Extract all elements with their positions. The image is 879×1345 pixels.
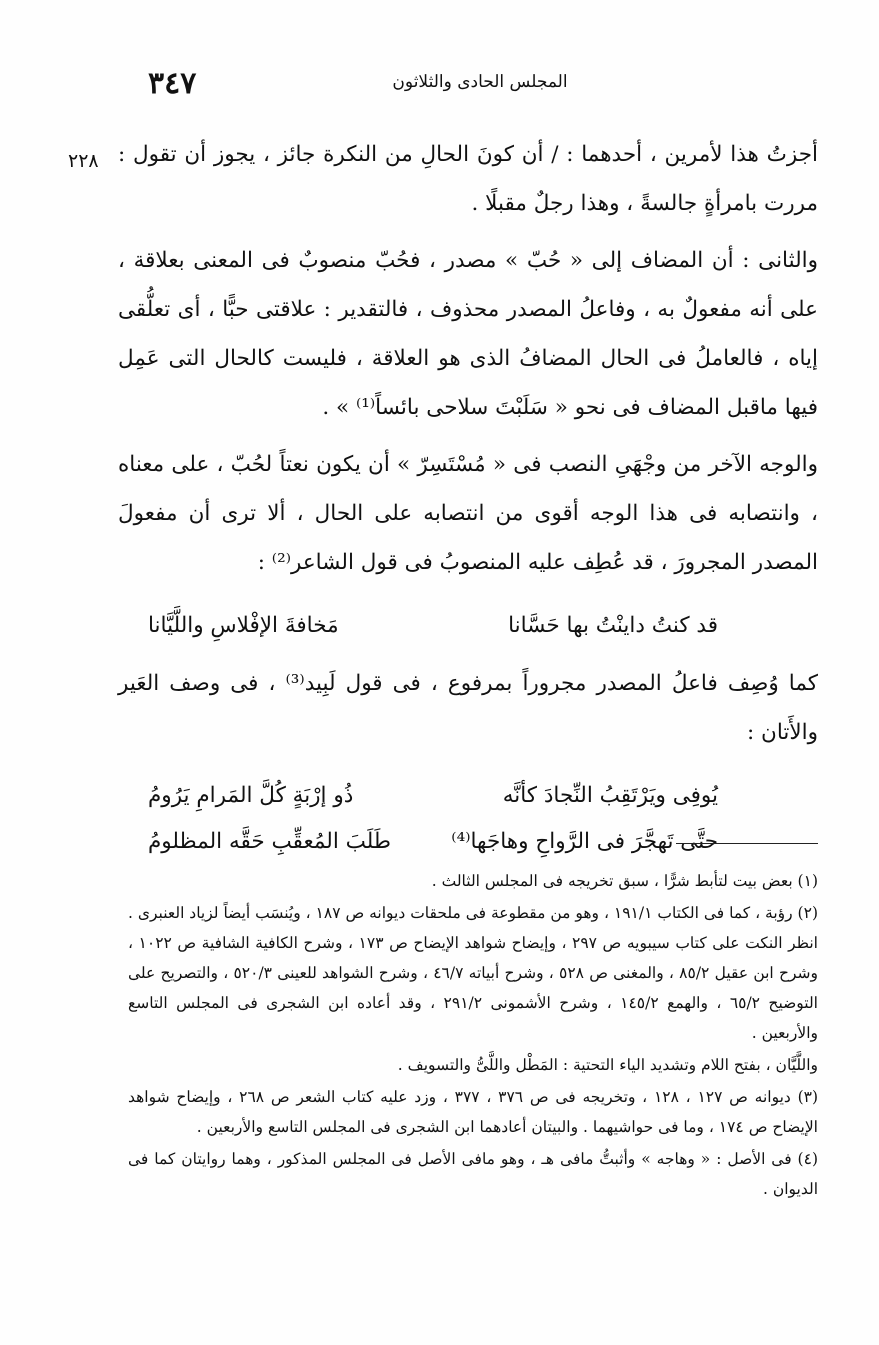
footnotes [128,866,818,1204]
footnote: (٤) فى الأصل : « وهاجه » وأثبتُّ مافى هـ ، وهو مافى الأصل فى المجلس المذكور ، وهما روايتان كما فى الديوان . [128,1150,818,1198]
margin-reference-number: ٢٢٨ [68,150,99,172]
page-number: ٣٤٧ [148,66,197,101]
main-text [118,130,818,875]
paragraph: كما وُصِف فاعلُ المصدر مجروراً بمرفوع ، فى قول لَبِيد⁽³⁾ ، فى وصف العَير والأَتان : [118,671,818,745]
footnote: (٣) ديوانه ص ١٢٧ ، ١٢٨ ، وتخريجه فى ص ٣٧٦ ، ٣٧٧ ، وزد عليه كتاب الشعر ص ٢٦٨ ، وإيضاح شواهد الإيضاح ص ١٧٤ ، وما فى حواشيهما . والبيتان أعادهما ابن الشجرى فى المجلس التاسع والأربعين . [128,1088,819,1136]
verse-line [118,603,818,649]
paragraph: والوجه الآخر من وجْهَىِ النصب فى « مُسْتَسِرّ » أن يكون نعتاً لحُبّ ، على معناه ، وانتصابه فى هذا الوجه أقوى من انتصابه على الحال ، ألا ترى أن مفعولَ المصدر المجرورَ ، قد عُطِف عليه المنصوبُ فى قول الشاعر⁽²⁾ : [118,452,818,575]
footnote-divider [676,843,818,844]
running-head: المجلس الحادى والثلاثون [392,72,568,92]
verse-second-hemistich: مَخافةَ الإفْلاسِ واللَّيَّانا [148,613,339,638]
verse-first-hemistich: قد كنتُ داينْتُ بها حَسَّانا [508,613,718,638]
paragraph: أجزتُ هذا لأمرين ، أحدهما : / أن كونَ الحالِ من النكرة جائز ، يجوز أن تقول : مررت بامرأةٍ جالسةً ، وهذا رجلٌ مقبلًا . [118,142,818,216]
paragraph: والثانى : أن المضاف إلى « حُبّ » مصدر ، فحُبّ منصوبٌ فى المعنى بعلاقة ، على أنه مفعولٌ به ، وفاعلُ المصدر محذوف ، فالتقدير : علاقتى حبًّا ، أى تعلُّقى إياه ، فالعاملُ فى الحال المضافُ الذى هو العلاقة ، فليست كالحال التى عَمِل فيها ماقبل المضاف فى نحو « سَلَبْتَ سلاحى بائساً⁽¹⁾ » . [118,248,818,420]
verse-block [118,773,818,865]
verse-line [118,819,818,865]
footnote: واللَّيَّان ، بفتح اللام وتشديد الياء التحتية : المَطْل واللَّىُّ والتسويف . [397,1056,818,1074]
footnote: (١) بعض بيت لتأبط شرًّا ، سبق تخريجه فى المجلس الثالث . [431,872,818,890]
verse-first-hemistich: يُوفِى ويَرْتَقِبُ النِّجادَ كأنَّه [502,783,718,808]
verse-line [118,773,818,819]
verse-second-hemistich: ذُو إرْبَةٍ كُلَّ المَرامِ يَرُومُ [148,783,354,808]
verse-block [118,603,818,649]
footnote: (٢) رؤبة ، كما فى الكتاب ١٩١/١ ، وهو من مقطوعة فى ملحقات ديوانه ص ١٨٧ ، ويُنسَب أيضاً لزياد العنبرى . انظر النكت على كتاب سيبويه ص ٢٩٧ ، وإيضاح شواهد الإيضاح ص ١٧٣ ، وشرح الكافية الشافية ص ١٠٢٢ ، وشرح ابن عقيل ٨٥/٢ ، والمغنى ص ٥٢٨ ، وشرح أبياته ٤٦/٧ ، وشرح الشواهد للعينى ٥٢٠/٣ ، والتصريح على التوضيح ٦٥/٢ ، والهمع ١٤٥/٢ ، وشرح الأشمونى ٢٩١/٢ ، وقد أعاده ابن الشجرى فى المجلس التاسع والأربعين . [127,904,818,1042]
verse-first-hemistich: حتَّى تَهجَّرَ فى الرَّواحِ وهاجَها⁽⁴⁾ [451,829,718,854]
verse-second-hemistich: طَلَبَ المُعقِّبِ حَقَّه المظلومُ [148,829,391,854]
